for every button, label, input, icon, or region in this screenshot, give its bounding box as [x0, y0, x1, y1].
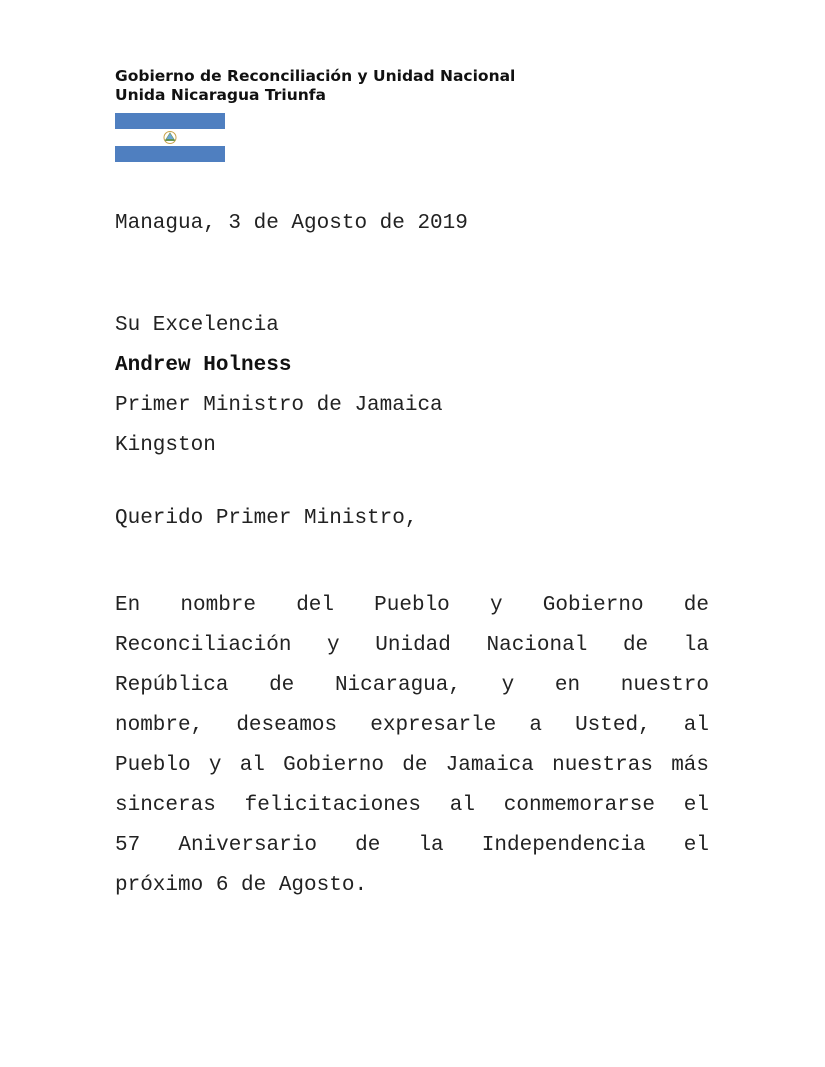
body-line	[115, 706, 709, 746]
body-word: de	[402, 754, 428, 777]
body-word: y	[501, 674, 515, 697]
body-word: nombre	[180, 594, 257, 617]
body-word: la	[683, 634, 709, 657]
addressee-name: Andrew Holness	[115, 354, 292, 377]
body-word: de	[622, 634, 649, 657]
body-word: 57	[115, 834, 141, 857]
body-word: de	[683, 594, 709, 617]
body-word: Gobierno	[542, 594, 644, 617]
salutation: Querido Primer Ministro,	[115, 507, 418, 530]
body-word: de	[355, 834, 381, 857]
body-word: nombre,	[115, 714, 204, 737]
body-word: en	[554, 674, 581, 697]
body-word: Nacional	[486, 634, 588, 657]
body-word: Pueblo	[374, 594, 450, 617]
letterhead-slogan: Unida Nicaragua Triunfa	[115, 86, 327, 104]
body-word: al	[683, 714, 709, 737]
body-line	[115, 866, 709, 906]
body-word: República	[115, 674, 229, 697]
body-word: Usted,	[575, 714, 651, 737]
body-word: sinceras	[115, 794, 216, 817]
body-word: la	[418, 834, 444, 857]
nicaragua-flag-icon	[115, 113, 225, 162]
body-word: nuestras	[552, 754, 653, 777]
body-word: y	[327, 634, 340, 657]
body-word: más	[671, 754, 709, 777]
body-word: Aniversario	[178, 834, 317, 857]
body-word: al	[449, 794, 476, 817]
body-line	[115, 626, 709, 666]
addressee-block	[115, 306, 443, 466]
body-word: Gobierno	[283, 754, 384, 777]
body-line	[115, 786, 709, 826]
body-word: felicitaciones	[244, 794, 422, 817]
body-word: Independencia	[481, 834, 646, 857]
body-word: próximo 6 de Agosto.	[115, 874, 368, 897]
body-line	[115, 826, 709, 866]
body-word: nuestro	[620, 674, 709, 697]
addressee-honorific: Su Excelencia	[115, 314, 279, 337]
addressee-position: Primer Ministro de Jamaica	[115, 394, 443, 417]
body-word: y	[208, 754, 222, 777]
body-line	[115, 746, 709, 786]
body-line	[115, 666, 709, 706]
letter-date: Managua, 3 de Agosto de 2019	[115, 212, 468, 235]
body-word: expresarle	[370, 714, 497, 737]
body-word: En	[115, 594, 141, 617]
body-word: Pueblo	[115, 754, 191, 777]
body-word: Nicaragua,	[334, 674, 461, 697]
body-word: Jamaica	[445, 754, 534, 777]
letterhead	[115, 67, 515, 105]
addressee-city: Kingston	[115, 434, 216, 457]
body-word: Unidad	[375, 634, 451, 657]
body-word: conmemorarse	[503, 794, 656, 817]
body-word: al	[239, 754, 265, 777]
body-word: el	[683, 834, 709, 857]
letterhead-government-name: Gobierno de Reconciliación y Unidad Nacional	[115, 67, 516, 85]
body-word: el	[683, 794, 709, 817]
body-word: del	[296, 594, 334, 617]
body-word: y	[489, 594, 503, 617]
body-word: de	[269, 674, 295, 697]
body-word: deseamos	[236, 714, 338, 737]
letter-body-paragraph	[115, 586, 709, 906]
body-word: a	[529, 714, 542, 737]
body-line	[115, 586, 709, 626]
body-word: Reconciliación	[115, 634, 292, 657]
